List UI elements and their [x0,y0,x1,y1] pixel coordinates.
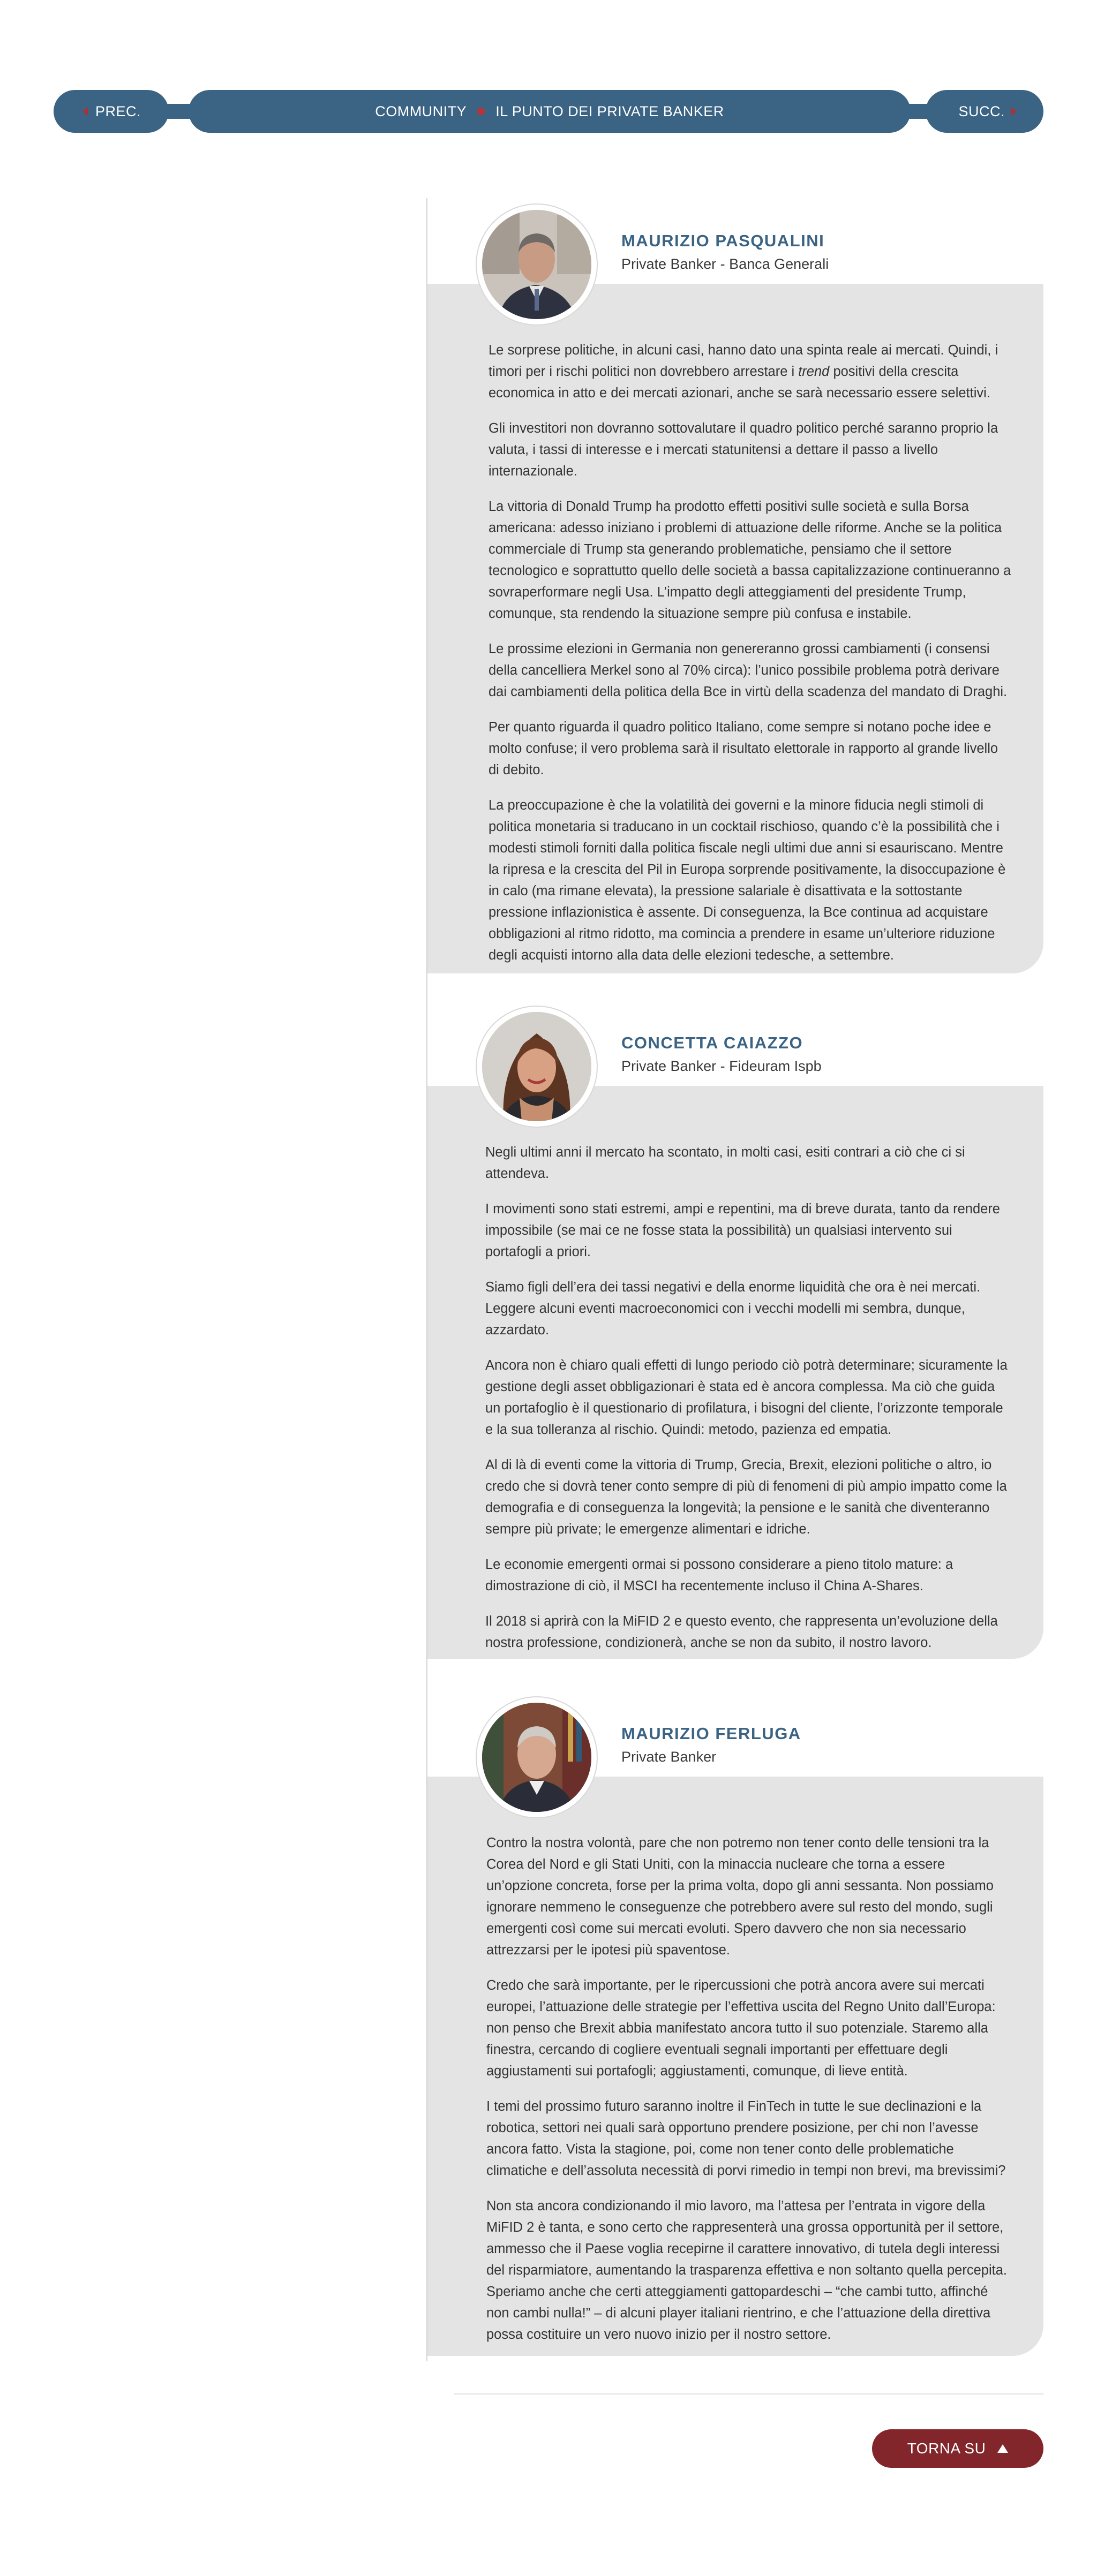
avatar-frame [476,203,598,326]
banker-text [427,1086,1043,1659]
back-to-top-button[interactable] [872,2429,1043,2468]
section-title[interactable]: IL PUNTO DEI PRIVATE BANKER [495,103,724,119]
paragraph: Al di là di eventi come la vittoria di Trump, Grecia, Brexit, elezioni politiche o altro, io credo che si dovrà tener conto sempre di più di fenomeni di più ampio impatto come la demografia e di conseguenza la longevità; la pensione e le sanità che diventeranno sempre più private; le emergenze alimentari e idriche. [485,1457,1007,1537]
banker-header [427,198,1043,284]
chevron-left-icon [82,107,88,116]
back-to-top-label: TORNA SU [907,2440,986,2457]
next-label: SUCC. [958,103,1005,119]
paragraph: Credo che sarà importante, per le ripercussioni che potrà ancora avere sui mercati europei, l’attuazione delle strategie per l’effettiva uscita del Regno Unito dall’Europa: non penso che Brexit abbia manifestato ancora tutto il suo potenziale. Staremo alla finestra, cercando di cogliere eventuali segnali importanti per effettuare degli aggiustamenti sui portafogli; aggiustamenti, comunque, di lieve entità. [486,1978,996,2079]
banker-role: Private Banker [621,1749,717,1765]
banker-text [427,284,1043,973]
paragraph: Gli investitori non dovranno sottovalutare il quadro politico perché saranno proprio la valuta, i tassi di interesse e i mercati statunitensi a dettare il passo a livello internazionale. [489,421,998,479]
dot-separator-icon [477,108,485,115]
banker-role: Private Banker - Banca Generali [621,256,829,272]
paragraph: I movimenti sono stati estremi, ampi e repentini, ma di breve durata, tanto da rendere impossibile (se mai ce ne fosse stata la possibilità) un qualsiasi intervento sui portafogli a priori. [485,1202,1000,1259]
banker-role: Private Banker - Fideuram Ispb [621,1058,822,1074]
avatar [482,1703,591,1812]
prev-label: PREC. [95,103,141,119]
paragraph: I temi del prossimo futuro saranno inoltre il FinTech in tutte le sue declinazioni e la robotica, settori nei quali sarà opportuno prendere posizione, per chi non l’avesse ancora fatto. Vista la stagione, poi, come non tener conto delle problematiche climatiche e dell’assoluta necessità di porvi rimedio in tempi non brevi, ma brevissimi? [486,2099,1006,2178]
chevron-right-icon [1011,107,1017,116]
paragraph: Il 2018 si aprirà con la MiFID 2 e questo evento, che rappresenta un’evoluzione della nostra professione, condizionerà, anche se non da subito, il nostro lavoro. [485,1614,998,1650]
section-title-bar [189,90,911,133]
paragraph: Le economie emergenti ormai si possono considerare a pieno titolo mature: a dimostrazione di ciò, il MSCI ha recentemente incluso il China A-Shares. [485,1557,953,1593]
avatar [482,210,591,319]
community-link[interactable]: COMMUNITY [375,103,467,119]
paragraph: La vittoria di Donald Trump ha prodotto effetti positivi sulle società e sulla Borsa americana: adesso iniziano i problemi di attuazione delle riforme. Anche se la politica commerciale di Trump sta generando problematiche, pensiamo che il settore tecnologico e soprattutto quello delle società a bassa capitalizzazione continueranno a sovraperformare negli Usa. L’impatto degli atteggiamenti del presidente Trump, comunque, sta rendendo la situazione sempre più confusa e instabile. [489,499,1011,621]
prev-button[interactable] [54,90,169,133]
paragraph: Le prossime elezioni in Germania non genereranno grossi cambiamenti (i consensi della cancelliera Merkel sono al 70% circa): l’unico possibile problema potrà derivare dai cambiamenti della politica della Bce in virtù della scadenza del mandato di Draghi. [489,641,1008,699]
banker-name: MAURIZIO PASQUALINI [621,231,825,250]
paragraph: Ancora non è chiaro quali effetti di lungo periodo ciò potrà determinare; sicuramente la gestione degli asset obbligazionari è stata ed è ancora complessa. Ma ciò che guida un portafoglio è il questionario di profilatura, i bisogni del cliente, l’orizzonte temporale e la sua tolleranza al rischio. Quindi: metodo, pazienza ed empatia. [485,1358,1008,1437]
banker-text [427,1777,1043,2356]
portrait-photo [482,1703,591,1812]
next-button[interactable] [926,90,1043,133]
banker-name: MAURIZIO FERLUGA [621,1724,801,1743]
banker-header [427,1000,1043,1086]
paragraph: Per quanto riguarda il quadro politico Italiano, come sempre si notano poche idee e molto confuse; il vero problema sarà il risultato elettorale in rapporto al grande livello di debito. [489,720,998,777]
paragraph: Negli ultimi anni il mercato ha scontato, in molti casi, esiti contrari a ciò che ci si attendeva. [485,1145,965,1181]
paragraph: Le sorprese politiche, in alcuni casi, hanno dato una spinta reale ai mercati. Quindi, i timori per i rischi politici non dovrebbero arrestare i trend positivi della crescita economica in atto e dei mercati azionari, anche se sarà necessario essere selettivi. [489,343,998,401]
banker-header [427,1691,1043,1777]
portrait-photo [482,210,591,319]
pagination-nav [54,90,1043,133]
avatar-frame [476,1006,598,1128]
avatar [482,1012,591,1121]
banker-name: CONCETTA CAIAZZO [621,1033,803,1052]
paragraph: Siamo figli dell’era dei tassi negativi e della enorme liquidità che ora è nei mercati. Leggere alcuni eventi macroeconomici con i vecchi modelli mi sembra, dunque, azzardato. [485,1280,981,1338]
paragraph: La preoccupazione è che la volatilità dei governi e la minore fiducia negli stimoli di politica monetaria si traducano in un cocktail rischioso, quando c’è la possibilità che i modesti stimoli forniti dalla politica fiscale negli ultimi due anni si esauriscano. Mentre la ripresa e la crescita del Pil in Europa sorprende positivamente, la disoccupazione è in calo (ma rimane elevata), la pressione salariale è disattivata e la sottostante pressione inflazionistica è assente. Di conseguenza, la Bce continua ad acquistare obbligazioni al ritmo ridotto, ma comincia a prendere in esame un’ulteriore riduzione degli acquisti intorno alla data delle elezioni tedesche, a settembre. [489,798,1006,963]
footer-divider [454,2393,1043,2394]
portrait-photo [482,1012,591,1121]
arrow-up-icon [997,2444,1008,2453]
avatar-frame [476,1696,598,1818]
paragraph: Non sta ancora condizionando il mio lavoro, ma l’attesa per l’entrata in vigore della MiFID 2 è tanta, e sono certo che rappresenterà una grossa opportunità per il settore, ammesso che il Paese voglia recepirne il carattere innovativo, di tutela degli interessi del risparmiatore, aumentando la trasparenza effettiva e non soltanto quella percepita. Speriamo anche che certi atteggiamenti gattopardeschi – “che cambi tutto, affinché non cambi nulla!” – di alcuni player italiani rientrino, e che l’attuazione della direttiva possa costituire un vero nuovo inizio per il nostro settore. [486,2199,1007,2342]
paragraph: Contro la nostra volontà, pare che non potremo non tener conto delle tensioni tra la Corea del Nord e gli Stati Uniti, con la minaccia nucleare che torna a essere un’opzione concreta, forse per la prima volta, dopo gli anni sessanta. Non possiamo ignorare nemmeno le conseguenze che potrebbero avere sul resto del mondo, sugli emergenti così come sui mercati evoluti. Spero davvero che non sia necessario attrezzarsi per le ipotesi più spaventose. [486,1835,994,1958]
